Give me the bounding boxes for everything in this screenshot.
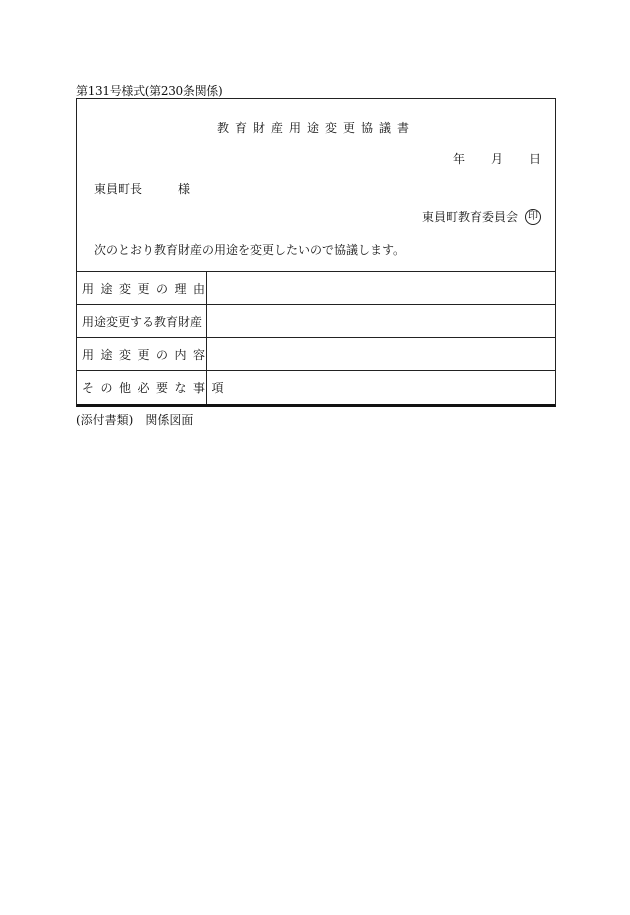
table-row-other xyxy=(77,371,555,404)
detail-table xyxy=(77,271,555,404)
form-frame xyxy=(76,98,556,407)
date-line xyxy=(427,150,541,167)
form-number: 第131号様式(第230条関係) xyxy=(76,84,223,98)
seal-mark: 印 xyxy=(525,209,541,225)
row-label-other: その他必要な事項 xyxy=(77,371,207,404)
date-year-label: 年 xyxy=(452,152,465,166)
addressee-honorific: 様 xyxy=(178,182,191,196)
addressee xyxy=(94,180,190,197)
row-label-content: 用途変更の内容 xyxy=(77,338,207,370)
attachment-note xyxy=(76,411,193,428)
row-value-content[interactable] xyxy=(207,338,555,370)
attachment-label: (添付書類) xyxy=(76,413,134,427)
table-row-content xyxy=(77,338,555,371)
table-row-reason xyxy=(77,272,555,305)
attachment-value: 関係図面 xyxy=(145,413,194,427)
document-title: 教育財産用途変更協議書 xyxy=(216,121,415,135)
table-row-property xyxy=(77,305,555,338)
addressee-name: 東員町長 xyxy=(94,182,143,196)
row-label-property: 用途変更する教育財産 xyxy=(77,305,207,337)
row-value-reason[interactable] xyxy=(207,272,555,304)
row-label-reason: 用途変更の理由 xyxy=(77,272,207,304)
row-value-other[interactable] xyxy=(207,371,555,404)
statement-text: 次のとおり教育財産の用途を変更したいので協議します。 xyxy=(94,243,406,257)
date-month-label: 月 xyxy=(490,152,503,166)
sender xyxy=(422,208,541,225)
sender-name: 東員町教育委員会 xyxy=(421,210,518,224)
date-day-label: 日 xyxy=(528,152,541,166)
row-value-property[interactable] xyxy=(207,305,555,337)
